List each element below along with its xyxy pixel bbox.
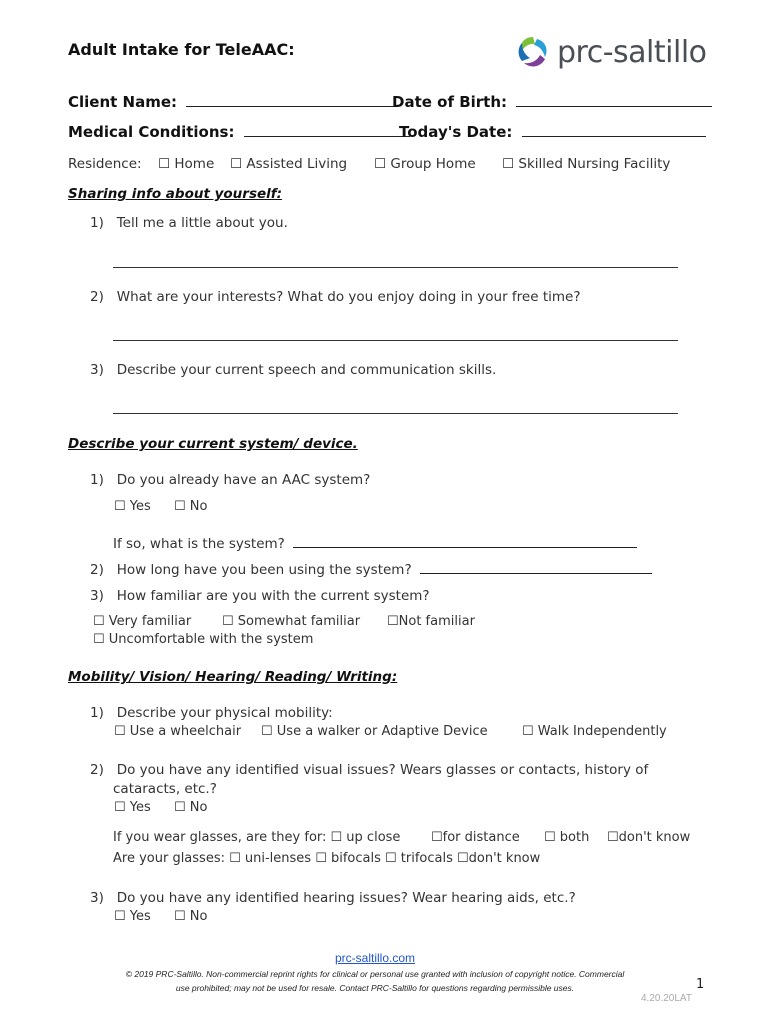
client-name-label: Client Name: xyxy=(68,93,178,111)
todays-date-line[interactable] xyxy=(522,135,706,137)
aac-no-checkbox[interactable]: ☐ No xyxy=(174,499,208,514)
section-mobility-title: Mobility/ Vision/ Hearing/ Reading/ Writing: xyxy=(68,669,398,685)
page-title: Adult Intake for TeleAAC: xyxy=(68,40,295,59)
logo-text: prc-saltillo xyxy=(557,34,707,70)
question-speech-skills: 3) Describe your current speech and communication skills. xyxy=(90,362,497,378)
question-how-long: 2) How long have you been using the system? xyxy=(90,562,412,578)
question-physical-mobility: 1) Describe your physical mobility: xyxy=(90,705,333,721)
walker-checkbox[interactable]: ☐ Use a walker or Adaptive Device xyxy=(261,724,488,739)
prc-saltillo-logo-icon xyxy=(515,33,551,71)
dob-field xyxy=(392,93,712,111)
question-how-familiar: 3) How familiar are you with the current system? xyxy=(90,588,430,604)
residence-home-checkbox[interactable]: ☐ Home xyxy=(158,156,215,172)
todays-date-field xyxy=(399,123,706,141)
if-so-system-field xyxy=(113,536,637,552)
aac-yes-checkbox[interactable]: ☐ Yes xyxy=(114,499,151,514)
wheelchair-checkbox[interactable]: ☐ Use a wheelchair xyxy=(114,724,242,739)
medical-conditions-label: Medical Conditions: xyxy=(68,123,235,141)
very-familiar-checkbox[interactable]: ☐ Very familiar xyxy=(93,614,192,629)
visual-no-checkbox[interactable]: ☐ No xyxy=(174,800,208,815)
section-sharing-info-title: Sharing info about yourself: xyxy=(68,186,283,202)
residence-skilled-nursing-checkbox[interactable]: ☐ Skilled Nursing Facility xyxy=(502,156,671,172)
answer-line-about-you[interactable] xyxy=(113,266,678,268)
answer-line-speech-skills[interactable] xyxy=(113,412,678,414)
page-number: 1 xyxy=(696,977,705,992)
question-interests: 2) What are your interests? What do you enjoy doing in your free time? xyxy=(90,289,581,305)
question-visual-issues: 2) Do you have any identified visual issues? Wears glasses or contacts, history of xyxy=(90,762,649,778)
how-long-line[interactable] xyxy=(420,572,652,574)
todays-date-label: Today's Date: xyxy=(399,123,513,141)
question-tell-about-you: 1) Tell me a little about you. xyxy=(90,215,288,231)
if-so-system-line[interactable] xyxy=(293,546,637,548)
lens-type-options[interactable]: Are your glasses: ☐ uni-lenses ☐ bifocals ☐ trifocals ☐don't know xyxy=(113,851,541,866)
how-long-field xyxy=(90,562,652,578)
glasses-up-close-checkbox[interactable]: If you wear glasses, are they for: ☐ up close xyxy=(113,830,401,845)
if-so-system-label: If so, what is the system? xyxy=(113,536,285,552)
residence-label: Residence: xyxy=(68,156,142,172)
copyright-line-1: © 2019 PRC-Saltillo. Non-commercial reprint rights for clinical or personal use granted with inclusion of copyright notice. Commercial xyxy=(125,969,625,979)
dob-line[interactable] xyxy=(516,105,712,107)
footer-link[interactable] xyxy=(0,951,750,965)
uncomfortable-checkbox[interactable]: ☐ Uncomfortable with the system xyxy=(93,632,314,647)
glasses-dont-know-checkbox[interactable]: ☐don't know xyxy=(607,830,691,845)
footer-link-text[interactable]: prc-saltillo.com xyxy=(334,951,415,965)
question-hearing-issues: 3) Do you have any identified hearing issues? Wear hearing aids, etc.? xyxy=(90,890,576,906)
somewhat-familiar-checkbox[interactable]: ☐ Somewhat familiar xyxy=(222,614,361,629)
hearing-no-checkbox[interactable]: ☐ No xyxy=(174,909,208,924)
question-visual-issues-cont: cataracts, etc.? xyxy=(113,781,217,797)
glasses-both-checkbox[interactable]: ☐ both xyxy=(544,830,590,845)
client-name-line[interactable] xyxy=(186,105,398,107)
visual-yes-checkbox[interactable]: ☐ Yes xyxy=(114,800,151,815)
dob-label: Date of Birth: xyxy=(392,93,508,111)
residence-group-home-checkbox[interactable]: ☐ Group Home xyxy=(374,156,476,172)
hearing-yes-checkbox[interactable]: ☐ Yes xyxy=(114,909,151,924)
medical-conditions-field xyxy=(68,123,410,141)
prc-saltillo-logo xyxy=(515,33,707,71)
residence-assisted-living-checkbox[interactable]: ☐ Assisted Living xyxy=(230,156,348,172)
medical-conditions-line[interactable] xyxy=(244,135,410,137)
section-current-system-title: Describe your current system/ device. xyxy=(68,436,358,452)
copyright-line-2: use prohibited; may not be used for resale. Contact PRC-Saltillo for questions regarding permissible uses. xyxy=(175,983,575,993)
version-label: 4.20.20LAT xyxy=(641,993,692,1004)
question-have-aac: 1) Do you already have an AAC system? xyxy=(90,472,371,488)
walk-independently-checkbox[interactable]: ☐ Walk Independently xyxy=(522,724,667,739)
not-familiar-checkbox[interactable]: ☐Not familiar xyxy=(387,614,475,629)
glasses-distance-checkbox[interactable]: ☐for distance xyxy=(431,830,520,845)
client-name-field xyxy=(68,93,398,111)
answer-line-interests[interactable] xyxy=(113,339,678,341)
